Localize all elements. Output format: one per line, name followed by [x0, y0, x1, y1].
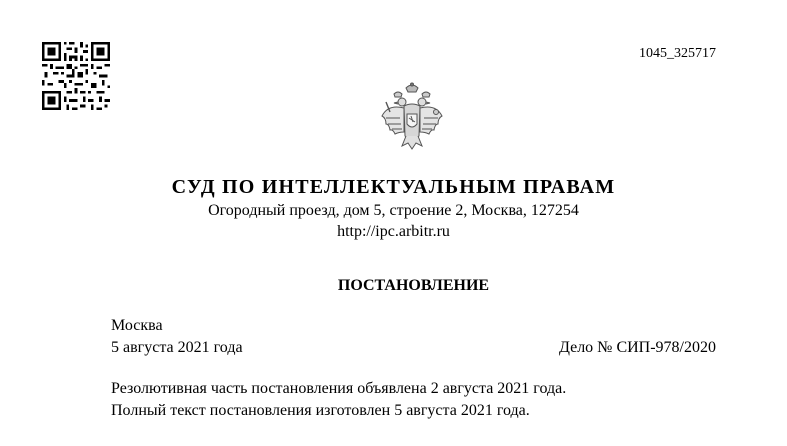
document-type-heading: ПОСТАНОВЛЕНИЕ: [337, 277, 490, 294]
qr-code-icon: [42, 42, 110, 110]
document-city: Москва: [111, 317, 163, 334]
operative-part-announcement: Резолютивная часть постановления объявлена 2 августа 2021 года.: [111, 380, 567, 397]
court-address: Огородный проезд, дом 5, строение 2, Москва, 127254: [208, 202, 579, 219]
court-name: СУД ПО ИНТЕЛЛЕКТУАЛЬНЫМ ПРАВАМ: [171, 176, 616, 198]
document-date: 5 августа 2021 года: [111, 339, 243, 356]
case-number: Дело № СИП-978/2020: [558, 339, 716, 356]
document-id: 1045_325717: [639, 46, 716, 61]
court-website-link[interactable]: http://ipc.arbitr.ru: [337, 223, 450, 240]
full-text-prepared: Полный текст постановления изготовлен 5 августа 2021 года.: [111, 402, 530, 419]
russian-coat-of-arms-emblem-icon: [380, 82, 444, 154]
